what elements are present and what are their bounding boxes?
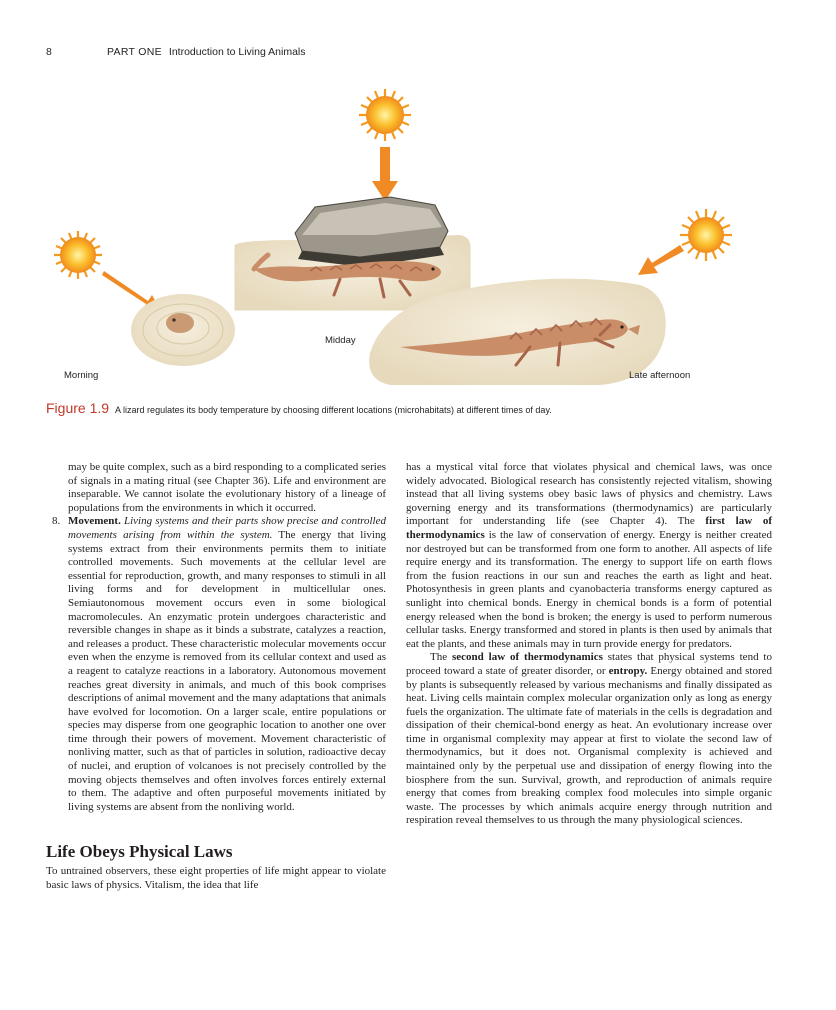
right-column bbox=[406, 461, 772, 828]
section-heading: Life Obeys Physical Laws bbox=[46, 842, 233, 862]
lizard-microhabitat-illustration bbox=[40, 85, 800, 390]
item-body: The energy that living systems extract from their environments permits them to initiate controlled movements. Such movements at the cellular level are essential for reproduction, growth, and many responses to stimuli in all living forms and for development in multicellular ones. Semiautonomous movement occurs even in some biological macromolecules. An enzymatic protein undergoes characteristic and reversible changes in shape as it binds a substrate, catalyzes a reaction, and releases a product. These characteristic molecular movements occur even when the enzyme is removed from its cellular context and used as a reagent to catalyze reactions in a laboratory. Autonomous movement reaches great diversity in animals, and much of this book comprises descriptions of animal movement and the many adaptations that animals have evolved for locomotion. On a larger scale, entire populations or species may disperse from one geographic location to another one over time through their powers of movement. Movement characteristic of nonliving matter, such as that of particles in solution, radioactive decay of nuclei, and eruption of volcanoes is not precisely controlled by the moving objects themselves and often involves forces entirely external to them. The adaptive and often purposeful movements initiated by living systems are absent from the nonliving world. bbox=[68, 528, 387, 813]
second-law-paragraph bbox=[406, 651, 772, 828]
caption-text: A lizard regulates its body temperature by choosing different locations (microhabitats) at different times of day. bbox=[115, 405, 552, 415]
paragraph-text: states that physical systems tend to proceed toward a state of greater disorder, or bbox=[406, 651, 772, 677]
running-header bbox=[107, 46, 306, 58]
page-number: 8 bbox=[46, 46, 52, 58]
morning-sun-icon bbox=[54, 231, 102, 279]
morning-label: Morning bbox=[64, 370, 99, 381]
late-afternoon-label: Late afternoon bbox=[629, 370, 691, 381]
first-law-paragraph bbox=[406, 461, 772, 651]
figure-caption bbox=[46, 400, 806, 418]
term-first-law: first law of thermodynamics bbox=[406, 515, 773, 541]
term-entropy: entropy. bbox=[608, 664, 648, 677]
midday-rock-shade bbox=[235, 197, 470, 310]
afternoon-sun-icon bbox=[680, 209, 732, 261]
item-title: Movement. bbox=[68, 515, 121, 528]
term-second-law: second law of thermodynamics bbox=[451, 651, 603, 664]
item-number: 8. bbox=[52, 515, 61, 528]
left-column bbox=[46, 461, 386, 892]
section-paragraph: To untrained observers, these eight properties of life might appear to violate basic laws of physics. Vitalism, the idea that life bbox=[46, 865, 386, 891]
paragraph-text: Energy obtained and stored by plants is subsequently released by various mechanisms and finally dissipated as heat. Living cells maintain complex molecular organization only as long as energy fuels the organization. The ultimate fate of materials in the cells is degradation and dissipation of their chemical-bond energy as heat. An evolutionary increase over time in organismal complexity may appear at first to violate the second law of thermodynamics, but it does not. Organismal complexity is achieved and maintained only by the perpetual use and dissipation of energy flowing into the biosphere from the sun. Survival, growth, and reproduction of animals require energy that comes from breaking complex food molecules into simple organic waste. The processes by which animals acquire energy through nutrition and respiration reveal themselves to us through the many physiological sciences. bbox=[406, 664, 773, 827]
item-italic-summary: Living systems and their parts show precise and controlled movements arising from within the system. bbox=[68, 515, 386, 541]
paragraph-text: is the law of conservation of energy. Energy is neither created nor destroyed but can be transformed from one form to another. All aspects of life require energy and its transformation. The energy to support life on earth flows from the fusion reactions in our sun and reaches the earth as light and heat. Photosynthesis in green plants and cyanobacteria transforms energy captured as sunlight into chemical bonds. Energy in chemical bonds is a form of potential energy released when the bond is broken; the energy is used to perform numerous cellular tasks. Energy transformed and stored in plants is then used by animals that eat the plants, and these animals may in turn provide energy for predators. bbox=[406, 528, 772, 650]
list-item-movement bbox=[46, 515, 386, 814]
midday-label: Midday bbox=[325, 335, 356, 346]
midday-sun-icon bbox=[359, 89, 411, 141]
afternoon-arrow-icon bbox=[638, 245, 684, 275]
figure-number: Figure 1.9 bbox=[46, 400, 110, 416]
morning-burrow bbox=[131, 294, 235, 366]
chapter-title: Introduction to Living Animals bbox=[168, 46, 306, 58]
paragraph-text: has a mystical vital force that violates physical and chemical laws, was once widely advocated. Biological research has consistently rejected vitalism, showing instead that all living systems obey basic laws of physics and chemistry. Laws governing energy and its transformations (thermodynamics) are particularly important for understanding life (see Chapter 4). The bbox=[406, 461, 772, 528]
part-label: PART ONE bbox=[107, 46, 162, 58]
paragraph-text: The bbox=[430, 651, 448, 664]
midday-arrow-icon bbox=[372, 147, 398, 201]
continuation-paragraph: may be quite complex, such as a bird responding to a complicated series of signals in a mating ritual (see Chapter 36). Life and environment are inseparable. We cannot isolate the evolutionary history of a lineage of populations from the environments in which it occurred. bbox=[68, 461, 386, 514]
